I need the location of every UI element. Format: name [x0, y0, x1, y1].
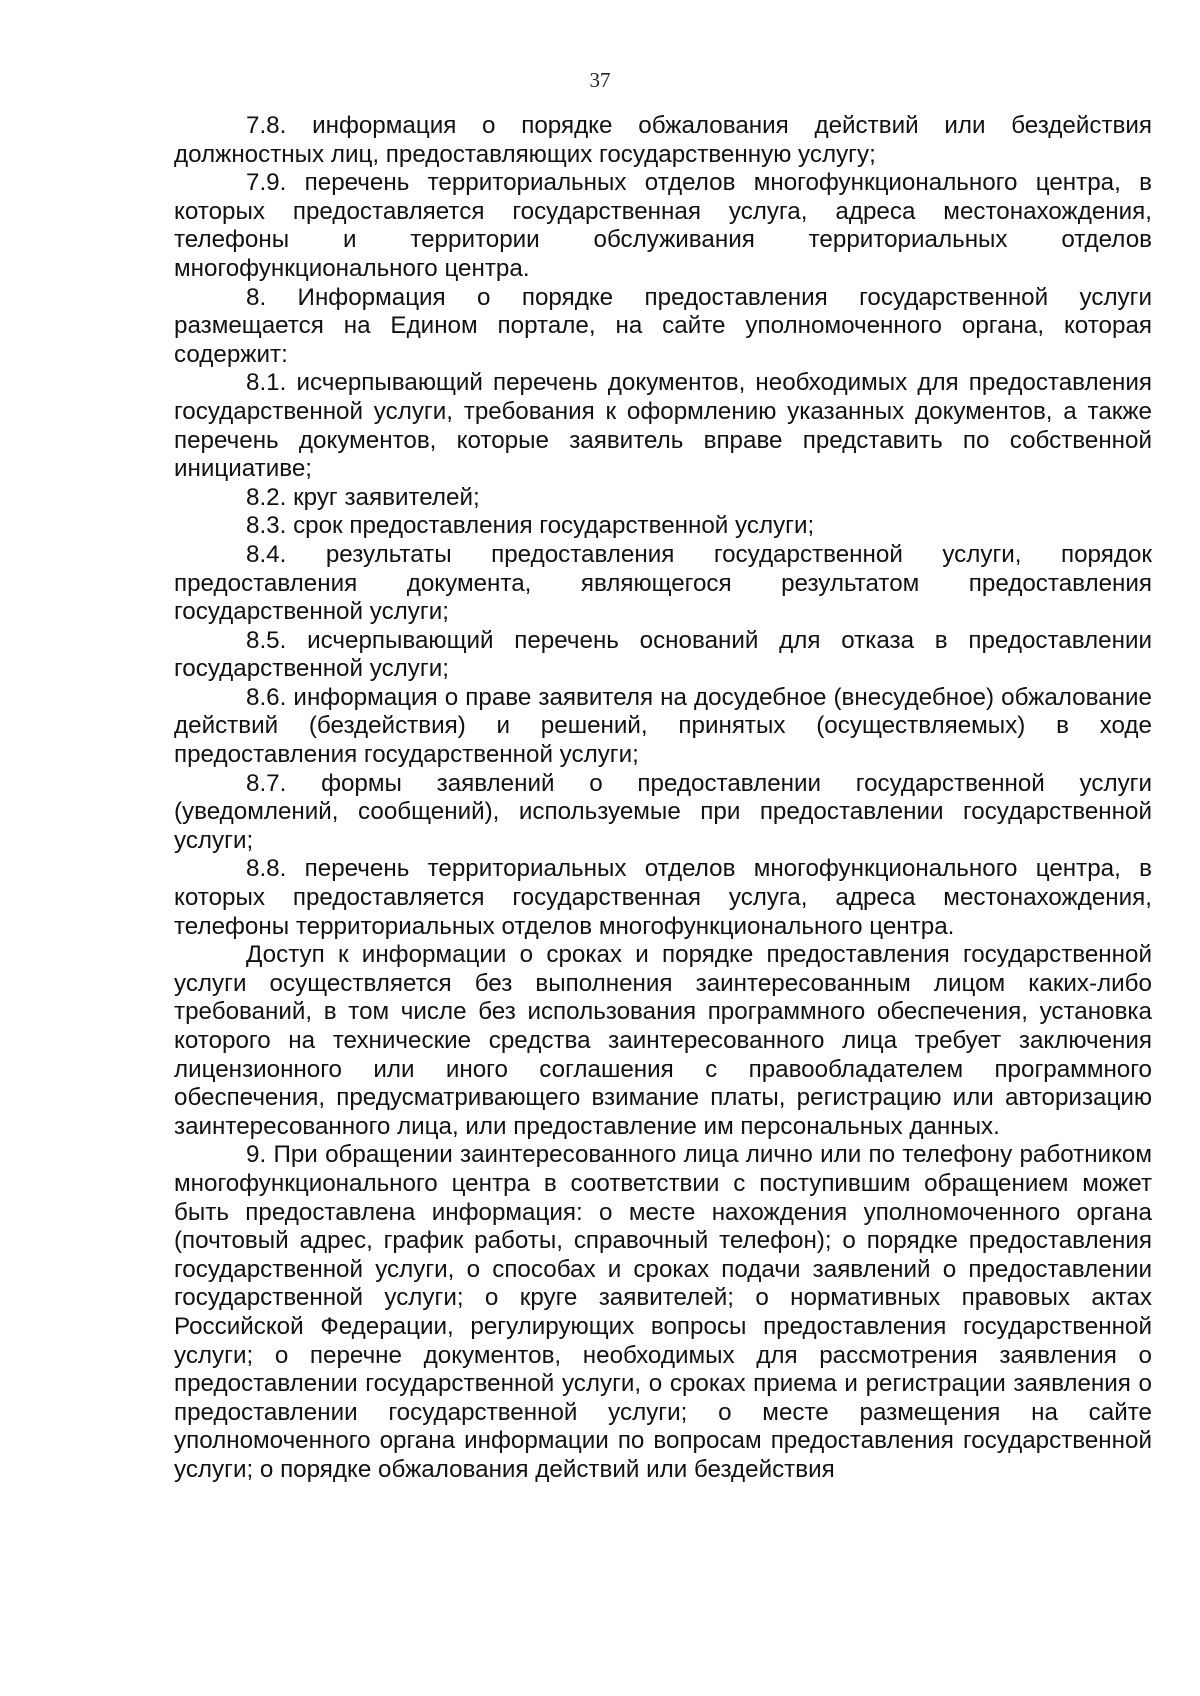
page-number: 37: [589, 68, 611, 92]
paragraph-8-7: 8.7. формы заявлений о предоставлении государственной услуги (уведомлений, сообщений), используемые при предоставлении государственной услуги;: [174, 769, 1152, 854]
paragraph-8-2: 8.2. круг заявителей;: [246, 483, 480, 511]
paragraph-8-1: 8.1. исчерпывающий перечень документов, необходимых для предоставления государственной услуги, требования к оформлению указанных документов, а также перечень документов, которые заявитель вправе представить по собственной инициативе;: [174, 369, 1152, 483]
paragraph-8-5: 8.5. исчерпывающий перечень оснований для отказа в предоставлении государственной услуги;: [174, 626, 1152, 683]
paragraph-9: 9. При обращении заинтересованного лица лично или по телефону работником многофункционального центра в соответствии с поступившим обращением может быть предоставлена информация: о месте нахождения уполномоченного органа (почтовый адрес, график работы, справочный телефон); о порядке предоставления государственной услуги, о способах и сроках подачи заявлений о предоставлении государственной услуги; о круге заявителей; о нормативных правовых актах Российской Федерации, регулирующих вопросы предоставления государственной услуги; о перечне документов, необходимых для рассмотрения заявления о предоставлении государственной услуги, о сроках приема и регистрации заявления о предоставлении государственной услуги; о месте размещения на сайте уполномоченного органа информации по вопросам предоставления государственной услуги; о порядке обжалования действий или бездействия: [174, 1141, 1152, 1483]
paragraph-8-6: 8.6. информация о праве заявителя на досудебное (внесудебное) обжалование действий (бездействия) и решений, принятых (осуществляемых) в ходе предоставления государственной услуги;: [174, 683, 1152, 769]
document-body: [174, 112, 1152, 1485]
paragraph-7-9: 7.9. перечень территориальных отделов многофункционального центра, в которых предоставляется государственная услуга, адреса местонахождения, телефоны и территории обслуживания территориальных отделов многофункционального центра.: [174, 169, 1152, 282]
paragraph-access-info: Доступ к информации о сроках и порядке предоставления государственной услуги осуществляется без выполнения заинтересованным лицом каких-либо требований, в том числе без использования программного обеспечения, установка которого на технические средства заинтересованного лица требует заключения лицензионного или иного соглашения с правообладателем программного обеспечения, предусматривающего взимание платы, регистрацию или авторизацию заинтересованного лица, или предоставление им персональных данных.: [174, 941, 1152, 1140]
paragraph-8-8: 8.8. перечень территориальных отделов многофункционального центра, в которых предоставляется государственная услуга, адреса местонахождения, телефоны территориальных отделов многофункционального центра.: [174, 855, 1152, 940]
paragraph-7-8: 7.8. информация о порядке обжалования действий или бездействия должностных лиц, предоставляющих государственную услугу;: [174, 112, 1152, 168]
paragraph-8: 8. Информация о порядке предоставления государственной услуги размещается на Едином портале, на сайте уполномоченного органа, которая содержит:: [174, 283, 1152, 368]
paragraph-8-3: 8.3. срок предоставления государственной услуги;: [246, 512, 815, 540]
paragraph-8-4: 8.4. результаты предоставления государственной услуги, порядок предоставления документа, являющегося результатом предоставления государственной услуги;: [174, 540, 1152, 626]
